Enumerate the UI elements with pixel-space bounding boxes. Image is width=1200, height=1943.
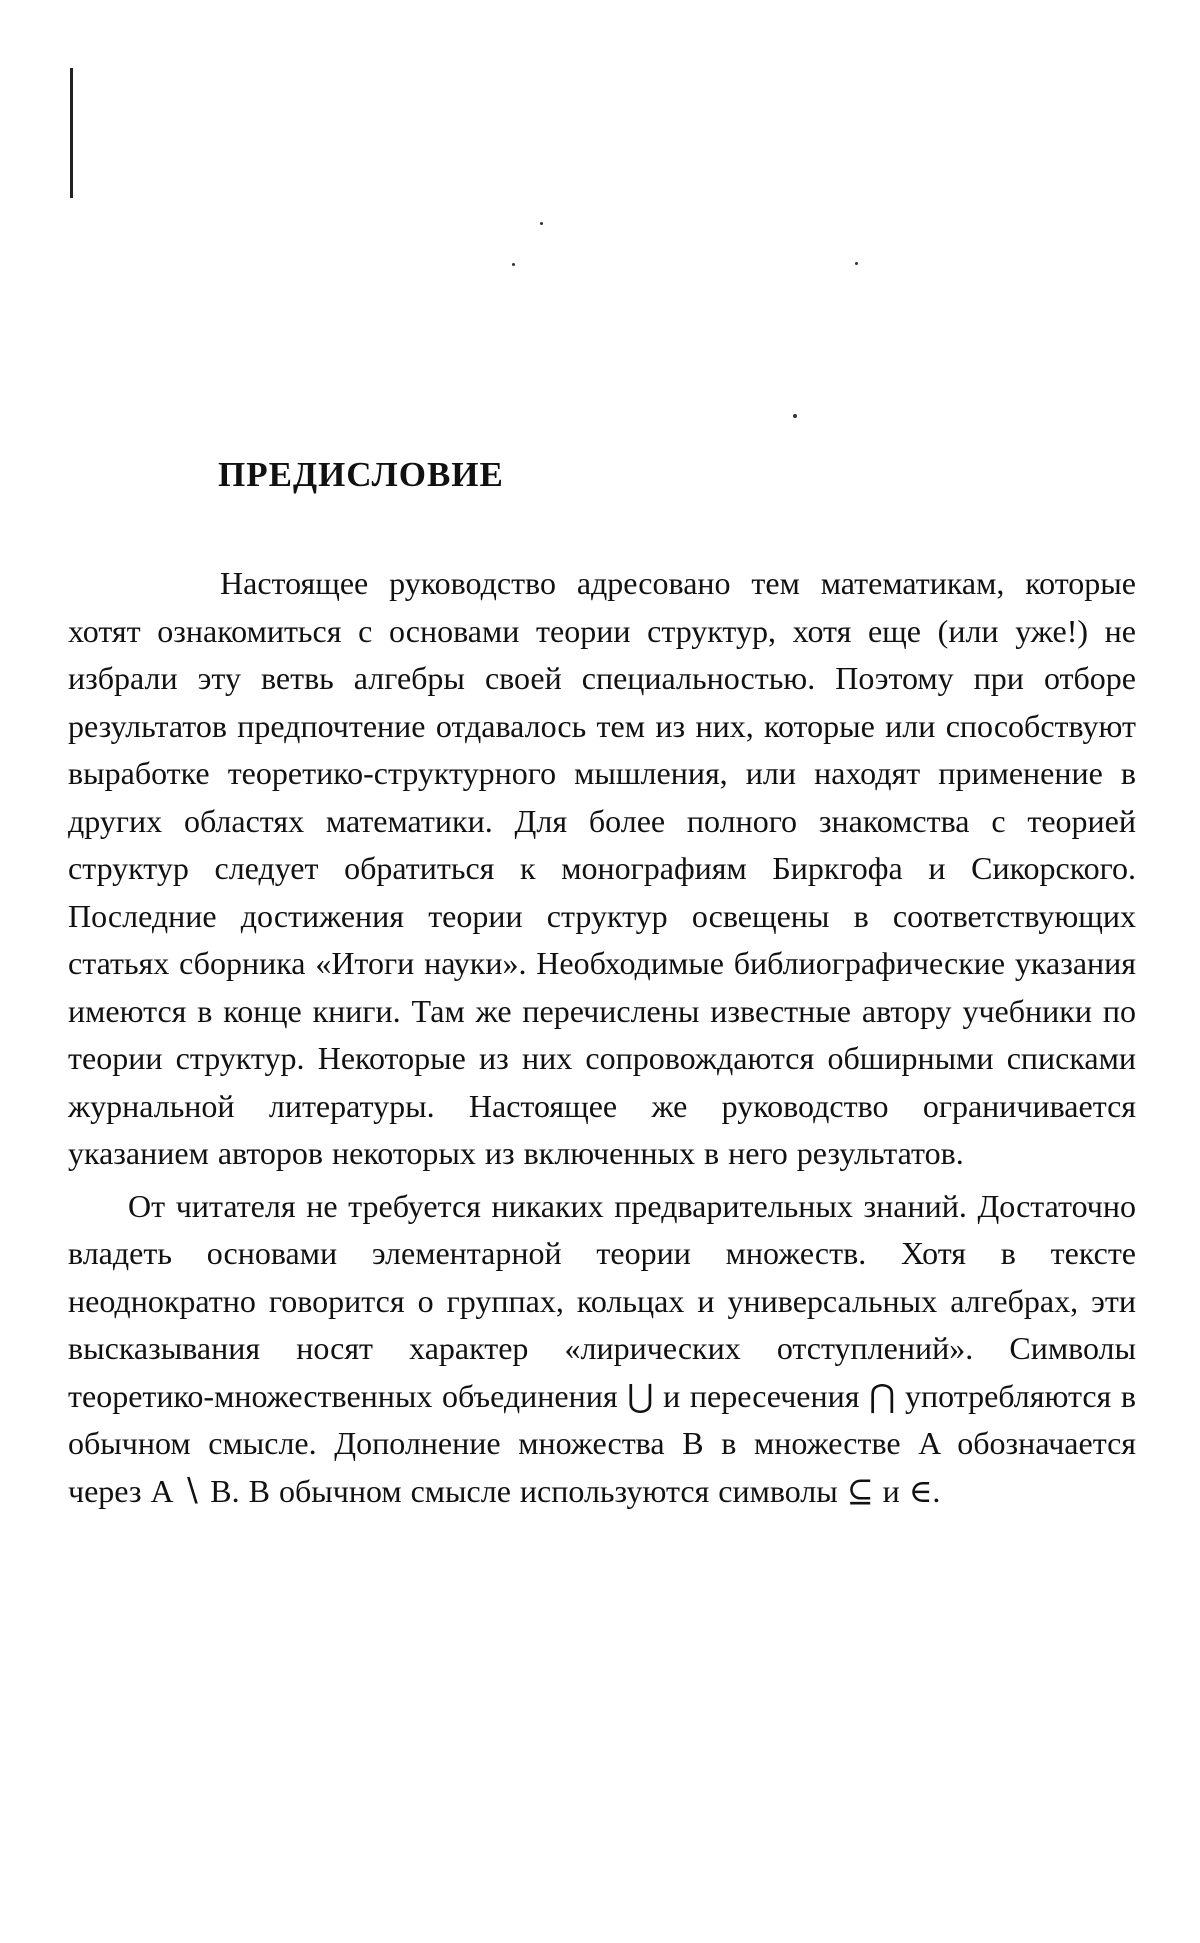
scan-speck: [793, 414, 797, 418]
paragraph-preface-intro: Настоящее руководство адресовано тем математикам, которые хотят ознакомиться с основами теории структур, хотя еще (или уже!) не избрали эту ветвь алгебры своей специальностью. Поэтому при отборе результатов предпочтение отдавалось тем из них, которые или способствуют выработке теоретико-структурного мышления, или находят применение в других областях математики. Для более полного знакомства с теорией структур следует обратиться к монографиям Биркгофа и Сикорского. Последние достижения теории структур освещены в соответствующих статьях сборника «Итоги науки». Необходимые библиографические указания имеются в конце книги. Там же перечислены известные автору учебники по теории структур. Некоторые из них сопровождаются обширными списками журнальной литературы. Настоящее же руководство ограничивается указанием авторов некоторых из включенных в него результатов.: [68, 565, 1136, 1171]
scan-speck: [540, 222, 543, 225]
margin-rule: [70, 68, 73, 198]
scan-speck: [512, 263, 515, 266]
scan-speck: [855, 262, 858, 265]
paragraph-prerequisites: От читателя не требуется никаких предварительных знаний. Достаточно владеть основами элементарной теории множеств. Хотя в тексте неоднократно говорится о группах, кольцах и универсальных алгебрах, эти высказывания носят характер «лирических отступлений». Символы теоретико-множественных объединения ⋃ и пересечения ⋂ употребляются в обычном смысле. Дополнение множества B в множестве A обозначается через A ∖ B. В обычном смысле используются символы ⊆ и ∈.: [68, 1187, 1136, 1509]
body-text: [68, 560, 1136, 1515]
page-title: ПРЕДИСЛОВИЕ: [218, 455, 504, 494]
